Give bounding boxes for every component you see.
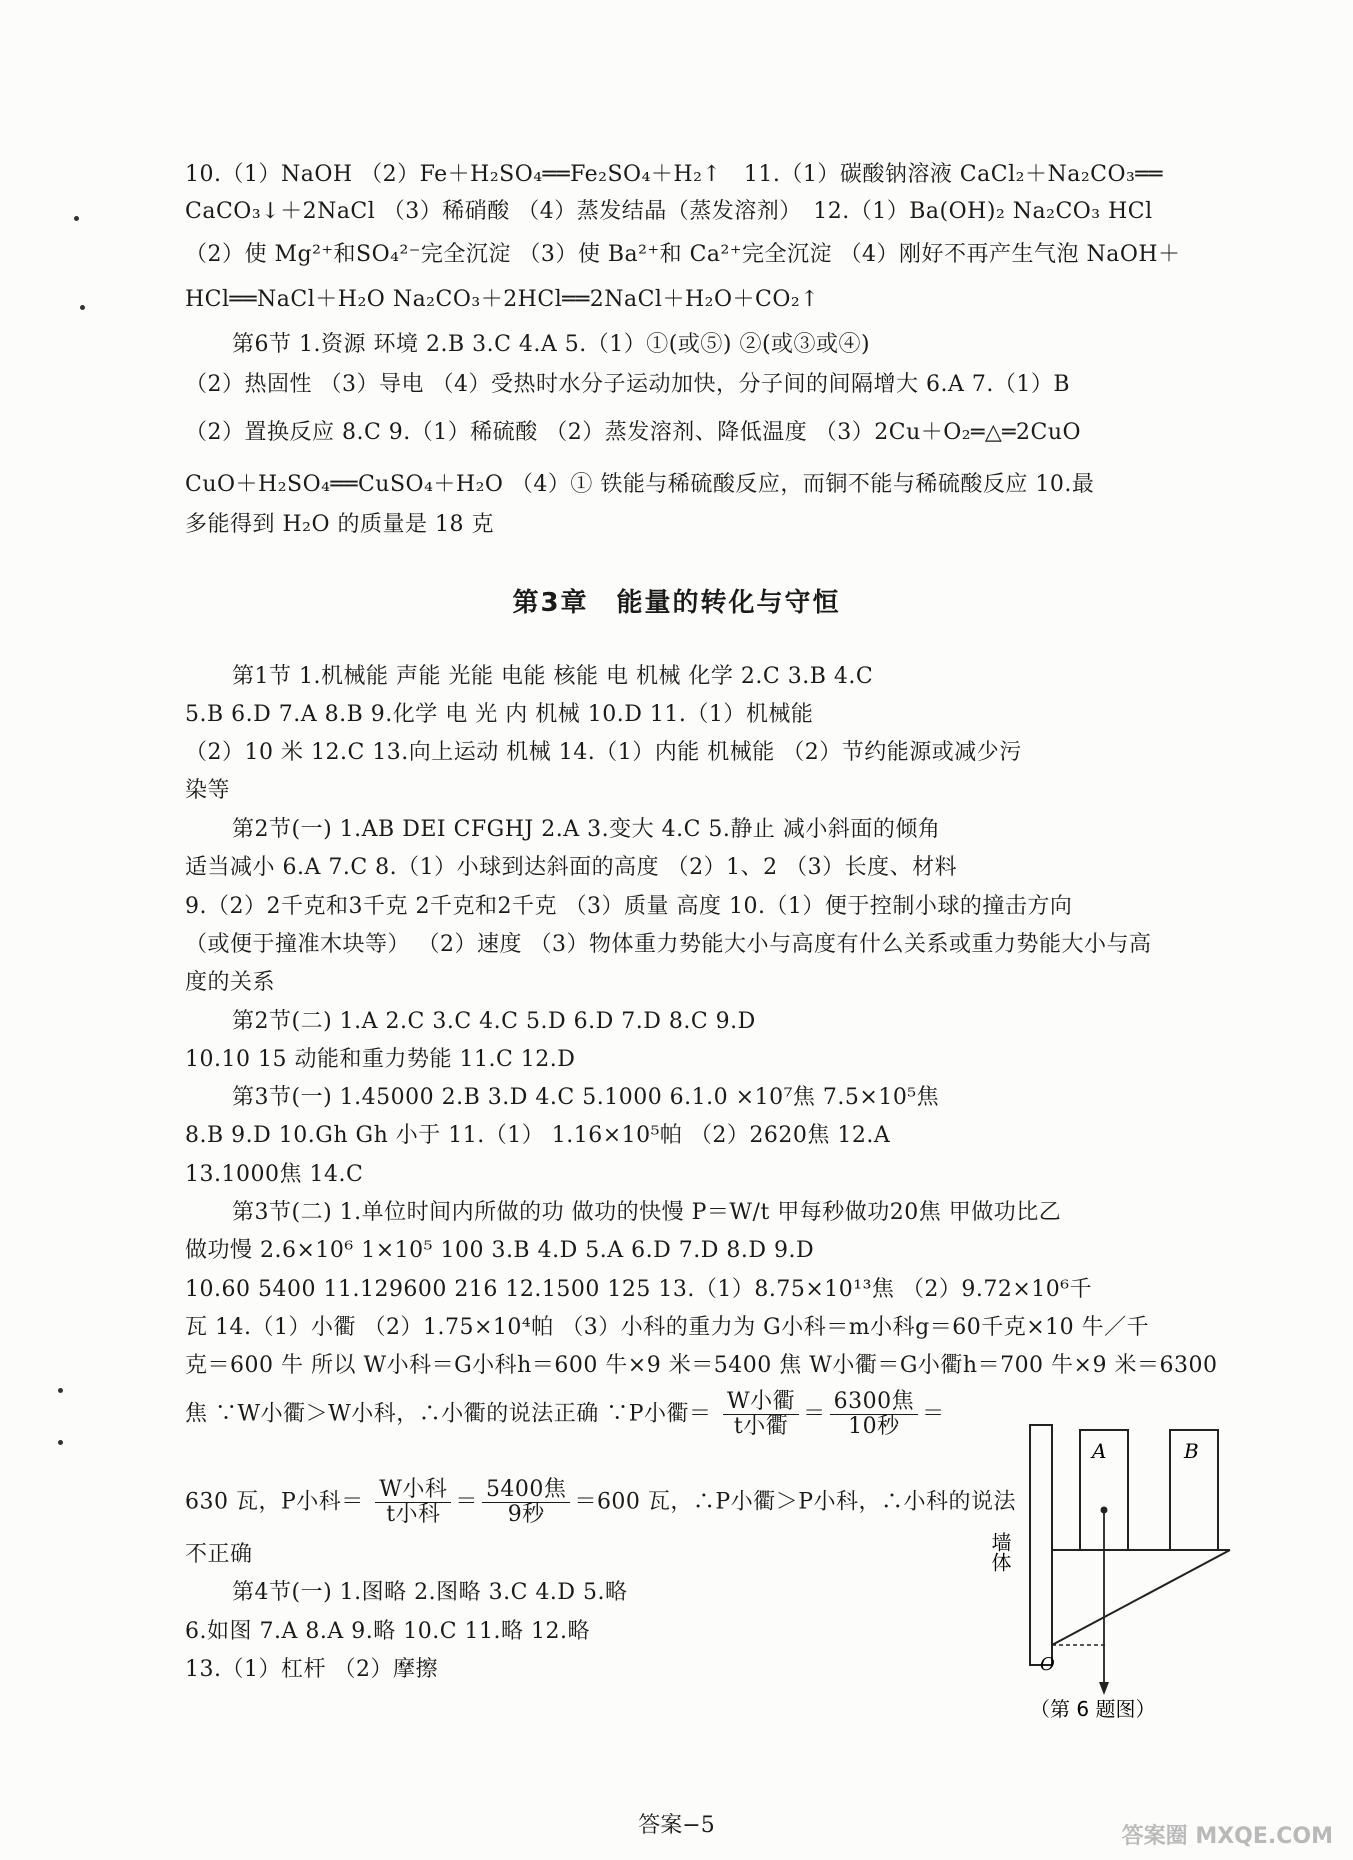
- lever-diagram: [988, 1420, 1240, 1721]
- section-line: 第3节(一) 1.45000 2.B 3.D 4.C 5.1000 6.1.0 ×10⁷焦 7.5×10⁵焦: [232, 1085, 940, 1110]
- answer-line: 13.1000焦 14.C: [185, 1162, 364, 1187]
- scan-speck: [74, 216, 79, 221]
- fraction: [482, 1478, 571, 1527]
- answer-line: （2）热固性 （3）导电 （4）受热时水分子运动加快，分子间的间隔增大 6.A 7.（1）B: [185, 372, 1070, 397]
- answer-line: 9.（2）2千克和3千克 2千克和2千克 （3）质量 高度 10.（1）便于控制小球的撞击方向: [185, 894, 1073, 919]
- answer-line: （2）10 米 12.C 13.向上运动 机械 14.（1）内能 机械能 （2）节约能源或减少污: [185, 740, 1022, 765]
- answer-line: 适当减小 6.A 7.C 8.（1）小球到达斜面的高度 （2）1、2 （3）长度、材料: [185, 855, 958, 880]
- section-line: 第6节 1.资源 环境 2.B 3.C 4.A 5.（1）①(或⑤) ②(或③或④): [232, 332, 871, 357]
- answer-line: （或便于撞准木块等） （2）速度 （3）物体重力势能大小与高度有什么关系或重力势能大小与高: [185, 932, 1152, 957]
- answer-line: HCl══NaCl＋H₂O Na₂CO₃＋2HCl══2NaCl＋H₂O＋CO₂↑: [185, 287, 820, 312]
- text-run: 630 瓦，P小科＝: [185, 1489, 364, 1515]
- answer-line: CuO＋H₂SO₄══CuSO₄＋H₂O （4）① 铁能与稀硫酸反应，而铜不能与稀硫酸反应 10.最: [185, 472, 1095, 497]
- section-line: 第2节(一) 1.AB DEI CFGHJ 2.A 3.变大 4.C 5.静止 减小斜面的倾角: [232, 817, 941, 842]
- label-a: A: [1092, 1439, 1107, 1463]
- answer-line: 6.如图 7.A 8.A 9.略 10.C 11.略 12.略: [185, 1619, 590, 1644]
- fraction: [375, 1478, 451, 1527]
- answer-line: 染等: [185, 778, 231, 803]
- fraction-denominator: t小衢: [733, 1414, 789, 1439]
- answer-line: 13.（1）杠杆 （2）摩擦: [185, 1657, 438, 1682]
- answer-line: 多能得到 H₂O 的质量是 18 克: [185, 512, 495, 537]
- label-o: O: [1040, 1654, 1055, 1675]
- support-rod: [1052, 1550, 1230, 1645]
- text-run: ＝600 瓦，∴P小衢＞P小科，∴小科的说法: [574, 1489, 1017, 1515]
- answer-line: 8.B 9.D 10.Gh Gh 小于 11.（1） 1.16×10⁵帕 （2）2620焦 12.A: [185, 1123, 891, 1148]
- answer-line: （2）使 Mg²⁺和SO₄²⁻完全沉淀 （3）使 Ba²⁺和 Ca²⁺完全沉淀 （4）刚好不再产生气泡 NaOH＋: [185, 242, 1181, 267]
- answer-line: 5.B 6.D 7.A 8.B 9.化学 电 光 内 机械 10.D 11.（1）机械能: [185, 702, 814, 727]
- section-line: 第1节 1.机械能 声能 光能 电能 核能 电 机械 化学 2.C 3.B 4.C: [232, 664, 874, 689]
- answer-line: 10.60 5400 11.129600 216 12.1500 125 13.（1）8.75×10¹³焦 （2）9.72×10⁶千: [185, 1277, 1093, 1302]
- scan-speck: [80, 305, 85, 310]
- fraction-numerator: 6300焦: [830, 1390, 919, 1415]
- section-line: 第2节(二) 1.A 2.C 3.C 4.C 5.D 6.D 7.D 8.C 9.D: [232, 1009, 756, 1034]
- fraction-numerator: W小衢: [723, 1390, 799, 1415]
- wall: [1030, 1425, 1052, 1665]
- fraction: [723, 1390, 799, 1439]
- answer-line: 瓦 14.（1）小衢 （2）1.75×10⁴帕 （3）小科的重力为 G小科＝m小科g＝60千克×10 牛／千: [185, 1315, 1150, 1340]
- fraction: [830, 1390, 919, 1439]
- arrow-icon: [1099, 1682, 1109, 1695]
- chapter-title: 第3章 能量的转化与守恒: [512, 588, 841, 618]
- answer-line-with-fraction: 630 瓦，P小科＝ $\frac{\text{W小科}}{\text{t小科}}$ ＝ $\frac{\text{5400焦}}{\text{9秒}}$ ＝600 瓦，∴P小衢＞P小科，∴小科的说法: [185, 1477, 1017, 1527]
- fraction-denominator: t小科: [386, 1502, 441, 1527]
- fraction-numerator: W小科: [375, 1478, 451, 1503]
- text-run: 焦 ∵W小衢＞W小科，∴小衢的说法正确 ∵P小衢＝: [185, 1401, 712, 1427]
- section-line: 第3节(二) 1.单位时间内所做的功 做功的快慢 P＝W/t 甲每秒做功20焦 甲做功比乙: [232, 1200, 1062, 1225]
- answer-line: 不正确: [185, 1542, 253, 1567]
- fraction-numerator: 5400焦: [482, 1478, 571, 1503]
- answer-line: 10.（1）NaOH （2）Fe＋H₂SO₄══Fe₂SO₄＋H₂↑ 11.（1）碳酸钠溶液 CaCl₂＋Na₂CO₃══: [185, 162, 1163, 187]
- answer-line-with-fraction: 焦 ∵W小衢＞W小科，∴小衢的说法正确 ∵P小衢＝ $\frac{\text{W小衢}}{\text{t小衢}}$ ＝ $\frac{\text{6300焦}}{\text{10秒}}$ ＝: [185, 1389, 945, 1439]
- figure-caption: （第 6 题图）: [1030, 1697, 1156, 1721]
- page-number: 答案−5: [638, 1813, 715, 1838]
- answer-line: （2）置换反应 8.C 9.（1）稀硫酸 （2）蒸发溶剂、降低温度 （3）2Cu＋O₂═△═2CuO: [185, 420, 1082, 445]
- scan-speck: [58, 1440, 63, 1445]
- wall-label: 墙体: [988, 1532, 1012, 1572]
- fraction-denominator: 10秒: [848, 1414, 900, 1439]
- answer-line: CaCO₃↓＋2NaCl （3）稀硝酸 （4）蒸发结晶（蒸发溶剂） 12.（1）Ba(OH)₂ Na₂CO₃ HCl: [185, 199, 1153, 224]
- section-line: 第4节(一) 1.图略 2.图略 3.C 4.D 5.略: [232, 1580, 628, 1605]
- label-b: B: [1184, 1439, 1199, 1463]
- scan-speck: [58, 1388, 63, 1393]
- watermark: 答案圈 MXQE.COM: [1121, 1824, 1333, 1849]
- fraction-denominator: 9秒: [507, 1502, 545, 1527]
- answer-line: 克＝600 牛 所以 W小科＝G小科h＝600 牛×9 米＝5400 焦 W小衢＝G小衢h＝700 牛×9 米＝6300: [185, 1353, 1218, 1378]
- answer-line: 做功慢 2.6×10⁶ 1×10⁵ 100 3.B 4.D 5.A 6.D 7.D 8.D 9.D: [185, 1238, 815, 1263]
- answer-line: 10.10 15 动能和重力势能 11.C 12.D: [185, 1047, 576, 1072]
- answer-line: 度的关系: [185, 970, 276, 995]
